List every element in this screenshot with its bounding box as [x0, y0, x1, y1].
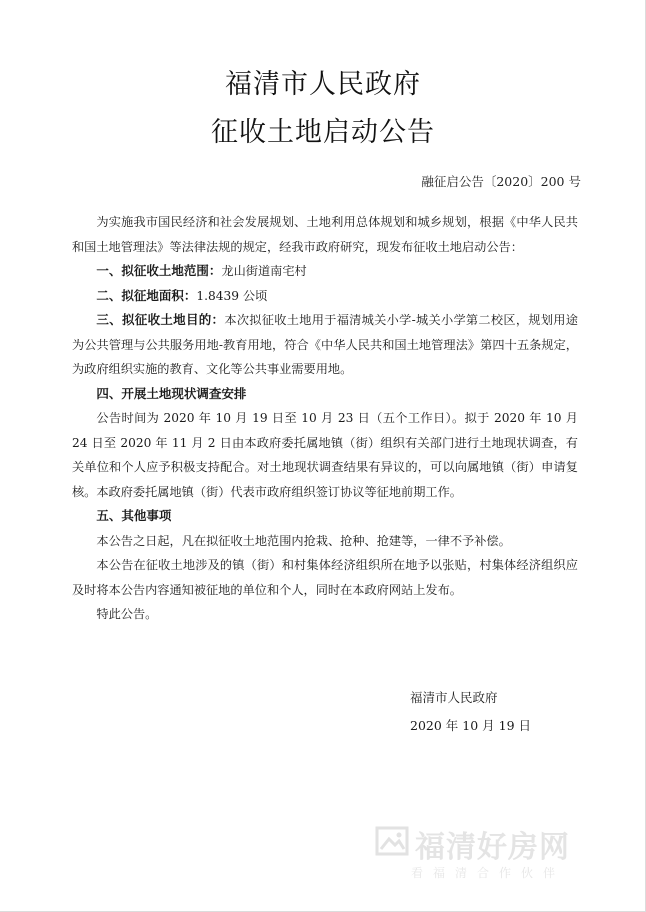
section-text: 本次拟征收土地用于福清城关小学-城关小学第二校区，规划用途为公共管理与公共服务用地-教育用地，符合《中华人民共和国土地管理法》第四十五条规定，为政府组织实施的教育、文化等公共事业需要用地。 — [72, 313, 578, 376]
document-number: 融征启公告〔2020〕200 号 — [421, 174, 581, 189]
signature-organization: 福清市人民政府 — [410, 690, 498, 705]
watermark — [375, 822, 605, 882]
section-text: 龙山街道南宅村 — [221, 264, 307, 278]
section-range — [72, 259, 578, 284]
section-area — [72, 284, 578, 309]
section-survey-heading — [72, 382, 578, 407]
section-heading: 一、拟征收土地范围： — [96, 263, 222, 278]
section-heading: 三、拟征收土地目的： — [96, 312, 225, 327]
section-other-heading — [72, 504, 578, 529]
section-text: 1.8439 公顷 — [196, 288, 268, 303]
watermark-sub-text: 看福清合作伙伴 — [410, 866, 565, 880]
document-title-line-1: 福清市人民政府 — [225, 69, 421, 100]
other-paragraph: 本公告之日起，凡在拟征收土地范围内抢栽、抢种、抢建等，一律不予补偿。 — [96, 533, 511, 548]
document-title-line-2: 征收土地启动公告 — [211, 117, 435, 148]
section-purpose — [72, 308, 578, 382]
watermark-main-text: 福清好房网 — [415, 830, 570, 865]
signature-date: 2020 年 10 月 19 日 — [410, 718, 531, 733]
section-heading: 四、开展土地现状调查安排 — [96, 385, 247, 401]
picture-frame-icon — [375, 826, 409, 856]
other-paragraph: 本公告在征收土地涉及的镇（街）和村集体经济组织所在地予以张贴，村集体经济组织应及时将本公告内容通知被征地的单位和个人，同时在本政府网站上发布。 — [72, 558, 578, 597]
document-body — [72, 210, 578, 627]
section-heading: 二、拟征地面积： — [96, 287, 197, 303]
section-heading: 五、其他事项 — [96, 508, 172, 523]
survey-paragraph: 公告时间为 2020 年 10 月 19 日至 10 月 23 日（五个工作日）。拟于 2020 年 10 月 24 日至 2020 年 11 月 2 日由本政府委托属地镇（街）组织有关部门进行土地现状调查，有关单位和个人应予积极支持配合。对土地现状调查结果有异议的，可以向属地镇（街）申请复核。本政府委托属地镇（街）代表市政府组织签订协议等征地前期工作。 — [72, 411, 578, 499]
closing-paragraph: 特此公告。 — [96, 607, 158, 621]
intro-paragraph: 为实施我市国民经济和社会发展规划、土地利用总体规划和城乡规划，根据《中华人民共和国土地管理法》等法律法规的规定，经我市政府研究，现发布征收土地启动公告： — [72, 215, 578, 254]
